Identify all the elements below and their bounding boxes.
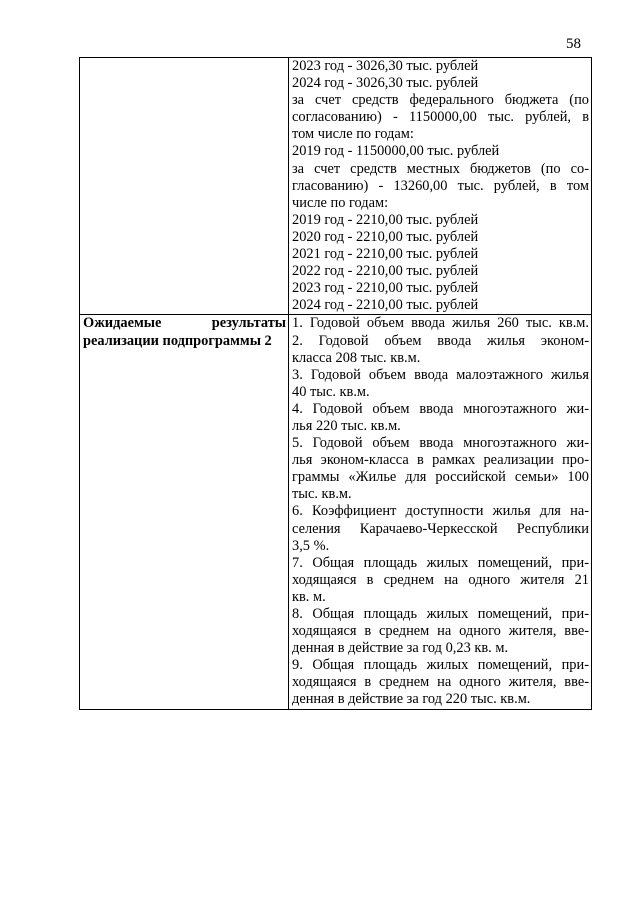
financing-line: 2019 год - 1150000,00 тыс. рублей [292, 143, 500, 160]
result-line: тыс. кв.м. [292, 486, 352, 503]
results-label-line: Ожидаемые результаты [83, 315, 286, 332]
result-line: лья эконом-класса в рамках реализации про- [292, 452, 589, 469]
result-line: денная в действие за год 0,23 кв. м. [292, 640, 509, 657]
page-number: 58 [566, 36, 581, 52]
financing-label-cell [80, 58, 289, 315]
result-line: 2. Годовой объем ввода жилья эконом- [292, 332, 589, 349]
result-line: селения Карачаево-Черкесской Республики [292, 520, 589, 537]
result-line: 6. Коэффициент доступности жилья для на- [292, 503, 589, 520]
financing-line: числе по годам: [292, 194, 389, 211]
financing-line: том числе по годам: [292, 126, 414, 143]
results-value-cell [289, 315, 592, 709]
financing-line: 2023 год - 2210,00 тыс. рублей [292, 280, 479, 297]
result-line: ходящаяся в среднем на одного жителя, вве- [292, 674, 589, 691]
financing-line: 2019 год - 2210,00 тыс. рублей [292, 211, 479, 228]
result-line: граммы «Жилье для российской семьи» 100 [292, 469, 589, 486]
result-line: 9. Общая площадь жилых помещений, при- [292, 657, 589, 674]
result-line: 8. Общая площадь жилых помещений, при- [292, 606, 589, 622]
results-row [80, 315, 592, 709]
financing-line: 2022 год - 2210,00 тыс. рублей [292, 263, 479, 280]
financing-line: 2024 год - 2210,00 тыс. рублей [292, 297, 479, 314]
result-line: 7. Общая площадь жилых помещений, при- [292, 554, 589, 571]
result-line: лья 220 тыс. кв.м. [292, 417, 401, 434]
financing-line: 2020 год - 2210,00 тыс. рублей [292, 228, 479, 245]
financing-line: согласованию) - 1150000,00 тыс. рублей, в [292, 109, 589, 126]
financing-line: гласованию) - 13260,00 тыс. рублей, в том [292, 177, 589, 194]
result-line: ходящаяся в среднем на одного жителя 21 [292, 571, 589, 588]
result-line: 3,5 %. [292, 537, 330, 554]
financing-line: 2023 год - 3026,30 тыс. рублей [292, 58, 479, 74]
results-label-line: реализации подпрограммы 2 [83, 332, 272, 349]
result-line: 40 тыс. кв.м. [292, 383, 370, 400]
result-line: кв. м. [292, 588, 326, 605]
subprogram-passport-table [79, 57, 592, 710]
financing-line: за счет средств местных бюджетов (по со- [292, 160, 589, 177]
financing-row [80, 58, 592, 315]
result-line: 3. Годовой объем ввода малоэтажного жилья [292, 366, 589, 383]
result-line: класса 208 тыс. кв.м. [292, 349, 421, 366]
result-line: 4. Годовой объем ввода многоэтажного жи- [292, 400, 589, 417]
result-line: ходящаяся в среднем на одного жителя, вве- [292, 623, 589, 640]
results-label-cell [80, 315, 289, 709]
result-line: 5. Годовой объем ввода многоэтажного жи- [292, 435, 589, 452]
financing-line: за счет средств федерального бюджета (по [292, 92, 589, 109]
financing-line: 2021 год - 2210,00 тыс. рублей [292, 246, 479, 263]
financing-value-cell [289, 58, 592, 315]
financing-line: 2024 год - 3026,30 тыс. рублей [292, 75, 479, 92]
result-line: денная в действие за год 220 тыс. кв.м. [292, 691, 531, 708]
result-line: 1. Годовой объем ввода жилья 260 тыс. кв.м. [292, 315, 589, 332]
